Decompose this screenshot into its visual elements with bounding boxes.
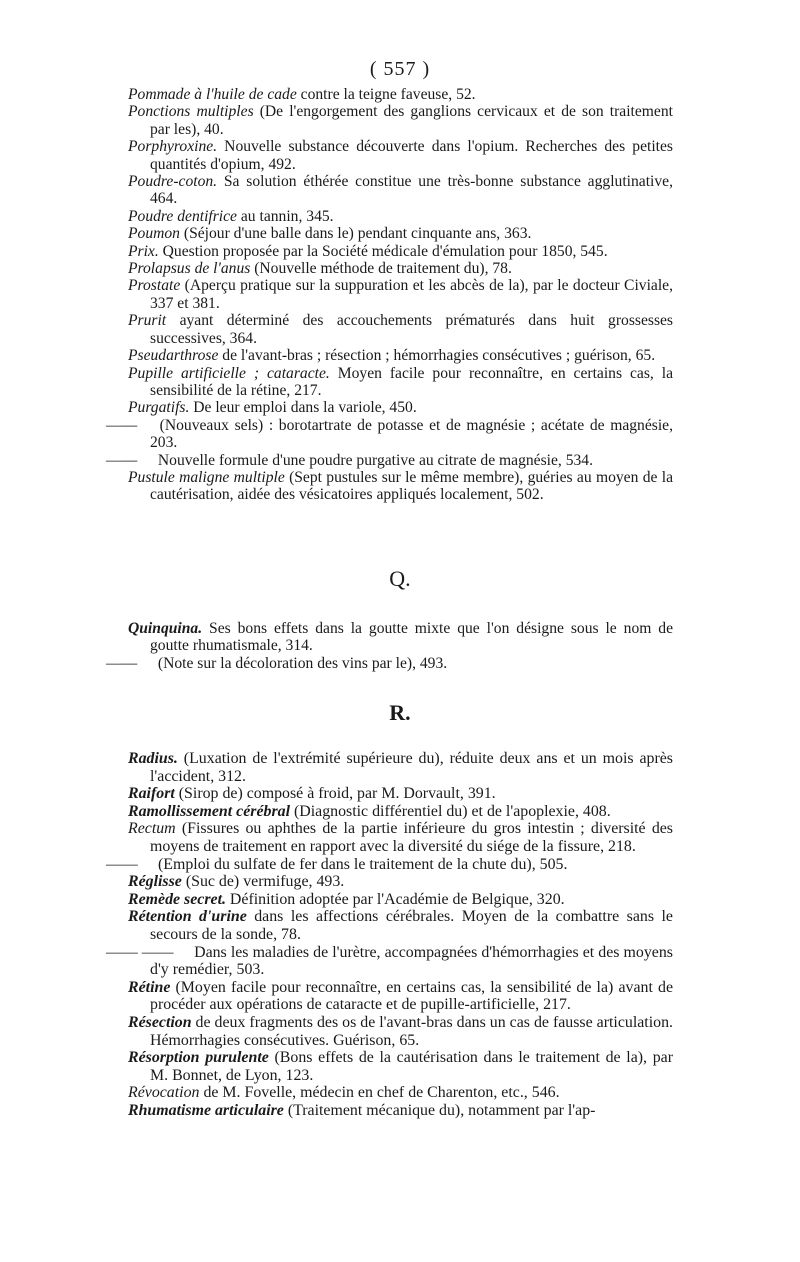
index-entry (128, 243, 673, 260)
index-entry (128, 312, 673, 347)
entry-text: (Nouvelle méthode de traitement du), 78. (250, 260, 512, 278)
index-entry (128, 399, 673, 416)
entry-term: Radius. (128, 750, 178, 767)
entry-term: Porphyroxine. (128, 138, 218, 156)
index-entry (128, 1049, 673, 1084)
entry-text: contre la teigne faveuse, 52. (296, 86, 476, 103)
entry-text: (De l'engorgement des ganglions cervicaux et de son traitement par les), 40. (150, 103, 673, 138)
entry-text: De leur emploi dans la variole, 450. (189, 399, 417, 417)
entry-term: Ramollissement cérébral (128, 802, 290, 820)
entry-text: dans les affections cérébrales. Moyen de la combattre sans le secours de la sonde, 78. (150, 908, 673, 943)
entry-term: Raifort (128, 785, 175, 803)
entry-term: Prurit (128, 312, 167, 330)
entry-term: Réglisse (128, 873, 182, 891)
index-entry (128, 86, 673, 103)
index-entry (128, 1084, 673, 1102)
entry-term: Rectum (128, 820, 176, 838)
entry-term: Résection (128, 1013, 192, 1031)
index-entry (128, 277, 673, 312)
index-entry (128, 103, 673, 138)
ditto-dash: —— —— (106, 943, 174, 961)
entry-text: Dans les maladies de l'urètre, accompagnées d'hémorrhagies et des moyens d'y remédier, 503. (150, 943, 673, 979)
entry-term: Poudre-coton. (128, 173, 218, 191)
index-entry (128, 225, 673, 242)
entry-text: ayant déterminé des accouchements prématurés dans huit grossesses successives, 364. (150, 312, 673, 347)
entry-term: Prix. (128, 242, 159, 260)
page-number: ( 557 ) (369, 58, 431, 80)
entry-term: Révocation (128, 1084, 200, 1102)
ditto-dash: —— (106, 855, 138, 873)
section-letter-r: R. (389, 700, 411, 725)
entry-text: Moyen facile pour reconnaître, en certains cas, la sensibilité de la rétine, 217. (150, 364, 673, 399)
entry-text: (Fissures ou aphthes de la partie inférieure du gros intestin ; diversité des moyens de traitement en rapport avec la diversité du siége de la fissure, 218. (150, 820, 673, 855)
index-entry (128, 260, 673, 277)
index-subentry (106, 943, 673, 979)
entry-text: Question proposée par la Société médicale d'émulation pour 1850, 545. (158, 242, 608, 260)
entry-text: (Moyen facile pour reconnaître, en certains cas, la sensibilité de la) avant de procéder aux opérations de cataracte et de pupille-artificielle, 217. (150, 978, 673, 1014)
entry-term: Poumon (128, 225, 180, 243)
entry-text: (Traitement mécanique du), notamment par l'ap- (283, 1101, 596, 1119)
index-subentry (106, 855, 673, 874)
index-entry (128, 750, 673, 785)
entry-term: Quinquina. (128, 620, 203, 637)
entry-term: Rhumatisme articulaire (128, 1101, 284, 1119)
section-q (106, 620, 673, 672)
entry-term: Prostate (128, 277, 181, 295)
entry-text: (Bons effets de la cautérisation dans le traitement de la), par M. Bonnet, de Lyon, 123. (150, 1049, 673, 1084)
entry-term: Poudre dentifrice (128, 207, 237, 225)
entry-text: de M. Fovelle, médecin en chef de Charenton, etc., 546. (199, 1084, 560, 1102)
index-entry (128, 365, 673, 400)
index-entry (128, 908, 673, 943)
index-entry (128, 1014, 673, 1049)
entry-text: Nouvelle substance découverte dans l'opium. Recherches des petites quantités d'opium, 492. (150, 138, 673, 173)
entry-term: Rétention d'urine (128, 908, 247, 926)
entry-text: de deux fragments des os de l'avant-bras dans un cas de fausse articulation. Hémorrhagies consécutives. Guérison, 65. (150, 1013, 673, 1049)
entry-text: (Note sur la décoloration des vins par le), 493. (154, 654, 448, 672)
entry-term: Prolapsus de l'anus (128, 260, 251, 278)
index-entry (128, 979, 673, 1014)
entry-text: (Sept pustules sur le même membre), guéries au moyen de la cautérisation, aidée des vésicatoires appliqués localement, 502. (150, 468, 673, 504)
index-entry (128, 469, 673, 504)
ditto-dash: —— (106, 654, 138, 672)
ditto-dash: —— (106, 416, 138, 434)
index-entry (128, 173, 673, 208)
section-letter-q: Q. (389, 566, 411, 591)
entry-term: Pustule maligne multiple (128, 468, 285, 486)
ditto-dash: —— (106, 451, 138, 469)
entry-term: Pupille artificielle ; cataracte. (128, 364, 330, 382)
entry-term: Purgatifs. (128, 399, 190, 417)
index-entry (128, 347, 673, 364)
index-entry (128, 138, 673, 173)
entry-term: Remède secret. (128, 890, 226, 908)
entry-text: au tannin, 345. (236, 207, 334, 225)
entry-text: (Emploi du sulfate de fer dans le traitement de la chute du), 505. (154, 855, 568, 873)
entry-text: (Sirop de) composé à froid, par M. Dorvault, 391. (174, 785, 496, 803)
index-entry (128, 820, 673, 855)
entry-text: (Luxation de l'extrémité supérieure du), réduite deux ans et un mois après l'accident, 312. (150, 750, 673, 785)
index-subentry (106, 416, 673, 452)
entry-text: Ses bons effets dans la goutte mixte que l'on désigne sous le nom de goutte rhumatismale, 314. (150, 620, 673, 655)
entry-text: (Aperçu pratique sur la suppuration et les abcès de la), par le docteur Civiale, 337 et 381. (150, 277, 673, 312)
index-entry (128, 785, 673, 803)
entry-text: Définition adoptée par l'Académie de Belgique, 320. (225, 890, 565, 908)
index-subentry (106, 451, 673, 469)
entry-text: Nouvelle formule d'une poudre purgative au citrate de magnésie, 534. (154, 451, 594, 469)
index-entry (128, 208, 673, 225)
entry-text: (Séjour d'une balle dans le) pendant cinquante ans, 363. (179, 225, 532, 243)
index-entry (128, 873, 673, 891)
entry-term: Résorption purulente (128, 1049, 269, 1067)
section-p (106, 86, 673, 504)
entry-text: de l'avant-bras ; résection ; hémorrhagies consécutives ; guérison, 65. (218, 347, 656, 365)
entry-text: (Suc de) vermifuge, 493. (181, 873, 345, 891)
index-subentry (106, 654, 673, 672)
entry-text: (Nouveaux sels) : borotartrate de potasse et de magnésie ; acétate de magnésie, 203. (150, 416, 673, 452)
index-entry (128, 803, 673, 821)
index-entry (128, 891, 673, 909)
index-entry (128, 1102, 673, 1120)
section-r (106, 750, 673, 1119)
entry-term: Ponctions multiples (128, 103, 254, 121)
entry-text: Sa solution éthérée constitue une très-bonne substance agglutinative, 464. (150, 173, 673, 208)
entry-term: Pseudarthrose (128, 347, 219, 365)
entry-term: Pommade à l'huile de cade (128, 86, 297, 103)
entry-text: (Diagnostic différentiel du) et de l'apoplexie, 408. (290, 802, 611, 820)
entry-term: Rétine (128, 978, 171, 996)
index-entry (128, 620, 673, 655)
